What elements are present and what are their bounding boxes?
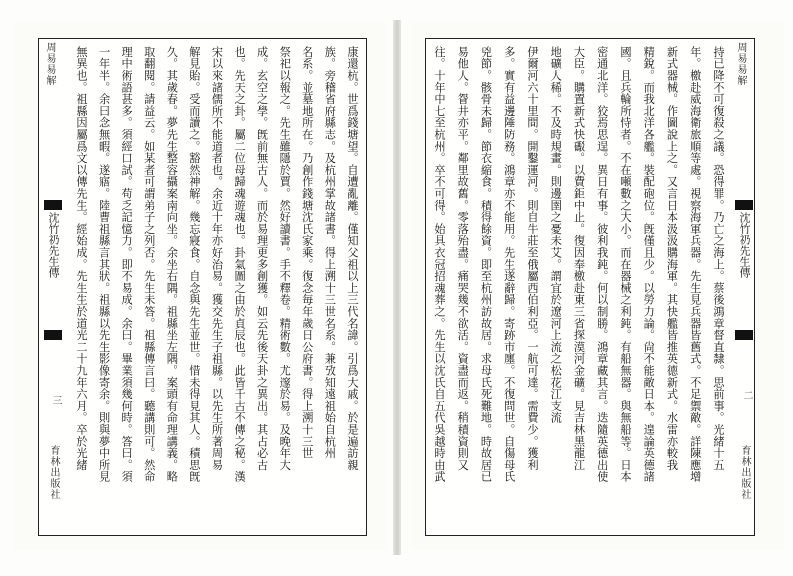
text-column: 年。檄赴威海衛旅順等處。視察海軍兵器。先生見兵器皆舊式。不足禦敵。詳陳應增	[688, 46, 702, 483]
right-band-top-bar	[735, 200, 753, 210]
text-column: 密通北洋。狡焉思逞。異日有事。彼利我鈍。何以制勝。鴻章藏其言。迭隨英德出使	[595, 46, 609, 483]
text-column: 成。玄空之學。旣前無古人。而於易理更多創獲。如云先後天卦之異出。其占必古	[255, 46, 269, 471]
text-column: 族。旁稽省府縣志。及杭州掌故諸書。得上溯十三世名系。兼攷知遠祖始自杭州	[323, 46, 337, 459]
right-band-bottom-bar	[735, 330, 753, 340]
right-publisher: 育林出版社	[739, 445, 750, 500]
text-column: 地礦人稀。不及時規畫。則邊圉之憂未艾。謂宜於遼河上流之松花江支流	[549, 46, 563, 424]
text-column: 多。實有益邊陲防務。鴻章亦不能用。先生遂辭歸。寄跡市廛。不復問世。自傷母氏	[502, 46, 516, 483]
text-column: 宋以來諸儒所不能道者也。余近十年亦好治易。獲交先生子祖縣。以先生所著周易	[210, 46, 224, 471]
text-column: 持已降不可復殺之議。恐得罪。乃亡之海上。蔡後鴻章督直隸。思前事。光緒十五	[712, 46, 725, 471]
text-column: 伊爾河六十里間。開鑿運河。則自牛莊至俄屬西伯利亞。一航可達。需費少。獲利	[526, 46, 539, 471]
text-column: 大臣。購置新式快礟。以費鉅中止。復因奉檄赴東三省探漠河金礦。見吉林黑龍江	[572, 46, 586, 471]
text-column: 新式器械。作圖說上之。又言日本汲汲購海軍。其快艦皆推英德新式。水雷亦較我	[665, 46, 679, 471]
right-band-title: 沈竹礽先生傳	[738, 212, 751, 278]
right-running-header: 周易易解	[735, 42, 746, 86]
text-column: 國。且兵輪所恃者。不在噸數之大小。而在器械之利鈍。有船無器。與無船等。日本	[619, 46, 632, 483]
text-column: 兇節。骸骨未歸。節衣縮食。積得餘資。即至杭州訪故居。求母氏死難地。時故居已	[479, 46, 493, 483]
text-column: 理中術語甚多。須經口試。苟乏記憶力。即不易成。余曰。畢業須幾何時。答曰。須	[120, 46, 134, 483]
text-column: 易他人。眢井亦平。鄰里故舊。零落殆盡。痛哭幾不欲活。資盡而返。稍積資則又	[456, 46, 470, 471]
left-band-top-bar	[44, 200, 62, 210]
book-spine	[393, 20, 401, 555]
text-column: 也。先天之卦。屬二位母歸魂遊魂也。卦氣圖之由於貞辰也。此皆千古不傳之秘。漢	[233, 46, 247, 483]
left-text-body	[72, 46, 362, 528]
text-column: 康還杭。世爲錢塘望。自遭亂離。僅知父祖以上三代名諱。引爲大戚。於是遍訪親	[345, 46, 359, 471]
left-folio-number: 三	[50, 395, 61, 405]
right-text-body	[430, 46, 728, 528]
text-column: 取翻閱。請益云。如某者可謂弟子之列否。先生未答。祖縣傳言曰。聽講則可。然命	[142, 46, 156, 483]
text-column: 精銳。而我北洋各艦。裝配砲位。旣僅且少。以勞力論。尙不能敵日本。遑論英德諸	[642, 46, 656, 483]
text-column: 久。其歲春。夢先生整容攝案南向坐。余坐右隅。祖縣坐左隅。案頭有命理講義。略	[165, 46, 179, 483]
right-folio-number: 二	[741, 390, 752, 400]
text-column: 無異也。祖縣因屬爲文以傳先生。經始成。先生生於道光二十九年六月。卒於光緒	[75, 46, 88, 471]
left-band-bottom-bar	[44, 330, 62, 340]
text-column: 祭祀以報之。先生雖隱於賈。然好讀書。手不釋卷。精術數。尤邃於易。及晚年大	[278, 46, 292, 471]
left-band-title: 沈竹礽先生傳	[47, 212, 60, 278]
text-column: 往。十年中七至杭州。卒不可得。始具衣冠招魂葬之。先生以沈氏自五代吳越時由武	[433, 46, 446, 483]
text-column: 解見貽。受而讀之。豁然神解。幾忘寢食。自念與先生並世。惜未得見其人。積思旣	[187, 46, 201, 483]
left-running-header: 周易易解	[44, 42, 55, 86]
text-column: 一年半。余曰念無暇。遂寤。陸曹祖縣言其狀。祖縣以先生影像寄余。則與夢中所見	[97, 46, 111, 483]
left-publisher: 育林出版社	[48, 445, 59, 500]
text-column: 名系。並墓地所在。乃創作錢塘沈氏家乘。復念毎年歲日公府書。得上溯十三世	[300, 46, 314, 459]
